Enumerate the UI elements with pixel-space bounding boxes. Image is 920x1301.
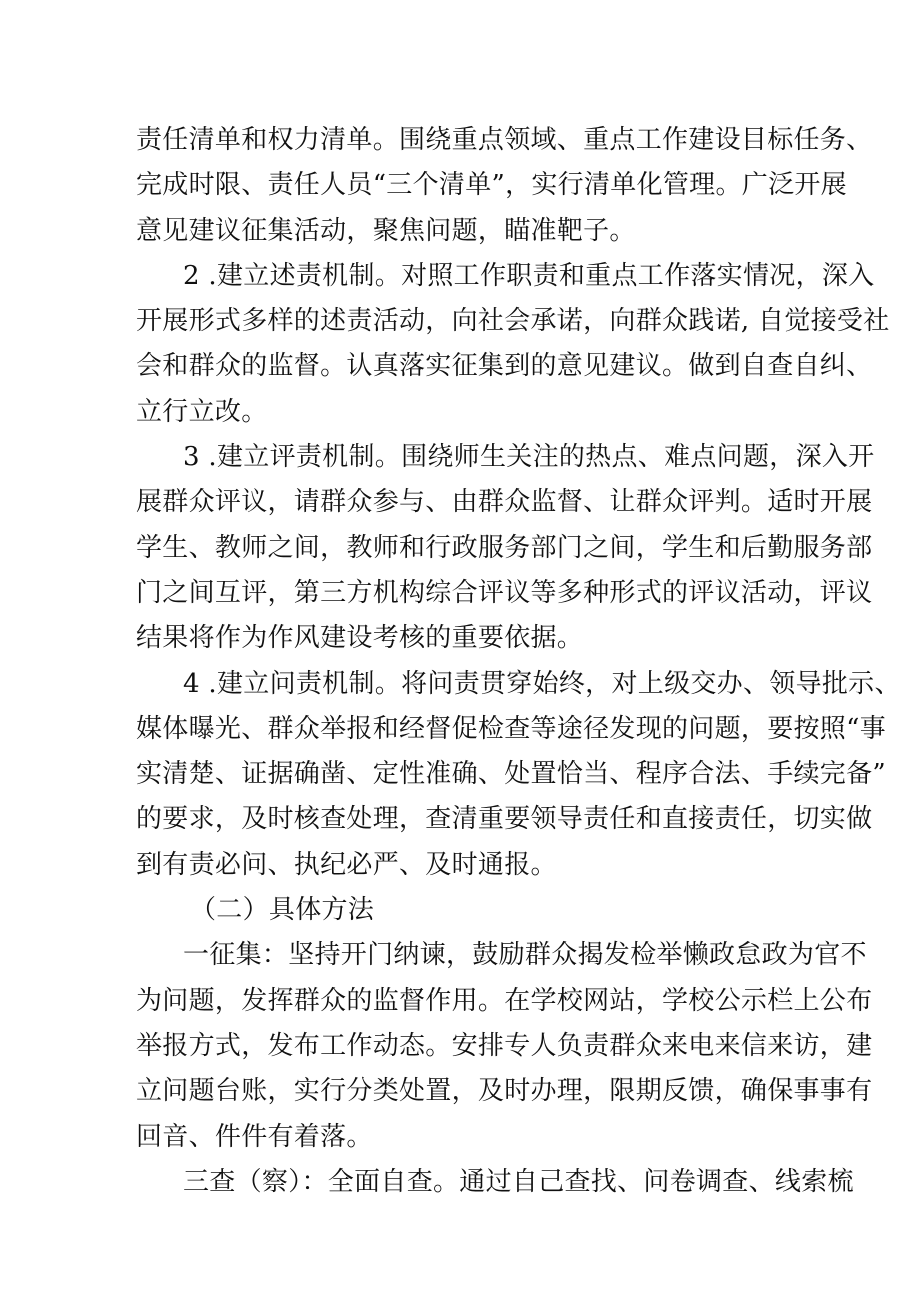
text-line: 回音、件件有着落。 [136,1121,373,1152]
text-line: 3 .建立评责机制。围绕师生关注的热点、难点问题，深入开 [183,442,875,473]
text-line: 为问题，发挥群众的监督作用。在学校网站，学校公示栏上公布 [136,985,873,1016]
text-line: 学生、教师之间，教师和行政服务部门之间，学生和后勤服务部 [136,532,873,563]
text-line: 意见建议征集活动，聚焦问题，瞄准靶子。 [136,215,636,246]
text-line: 完成时限、责任人员“三个清单”，实行清单化管理。广泛开展 [136,170,847,201]
text-line: 结果将作为作风建设考核的重要依据。 [136,623,584,654]
text-line: 门之间互评，第三方机构综合评议等多种形式的评议活动，评议 [136,577,873,608]
text-line: 举报方式，发布工作动态。安排专人负责群众来电来信来访，建 [136,1030,873,1061]
text-line: 4 .建立问责机制。将问责贯穿始终，对上级交办、领导批示、 [183,668,901,699]
text-line: 展群众评议，请群众参与、由群众监督、让群众评判。适时开展 [136,487,873,518]
text-line: 实清楚、证据确凿、定性准确、处置恰当、程序合法、手续完备” [136,759,886,790]
section-heading: （二）具体方法 [190,895,375,926]
text-line: 责任清单和权力清单。围绕重点领域、重点工作建设目标任务、 [136,125,873,155]
text-line: 到有责必问、执纪必严、及时通报。 [136,849,557,880]
text-line: 立行立改。 [136,396,268,427]
text-line: 会和群众的监督。认真落实征集到的意见建议。做到自查自纠、 [136,351,873,382]
text-line: 一征集：坚持开门纳谏，鼓励群众揭发检举懒政怠政为官不 [183,940,867,971]
text-line: 2 .建立述责机制。对照工作职责和重点工作落实情况，深入 [183,260,875,291]
text-line: 媒体曝光、群众举报和经督促检查等途径发现的问题，要按照“事 [136,713,886,744]
text-line: 的要求，及时核查处理，查清重要领导责任和直接责任，切实做 [136,804,873,835]
text-line: 开展形式多样的述责活动，向社会承诺，向群众践诺, 自觉接受社 [136,306,890,337]
text-line: 三查（察）：全面自查。通过自己查找、问卷调查、线索梳 [183,1166,854,1197]
document-body [136,118,901,1205]
text-line: 立问题台账，实行分类处置，及时办理，限期反馈，确保事事有 [136,1076,873,1107]
